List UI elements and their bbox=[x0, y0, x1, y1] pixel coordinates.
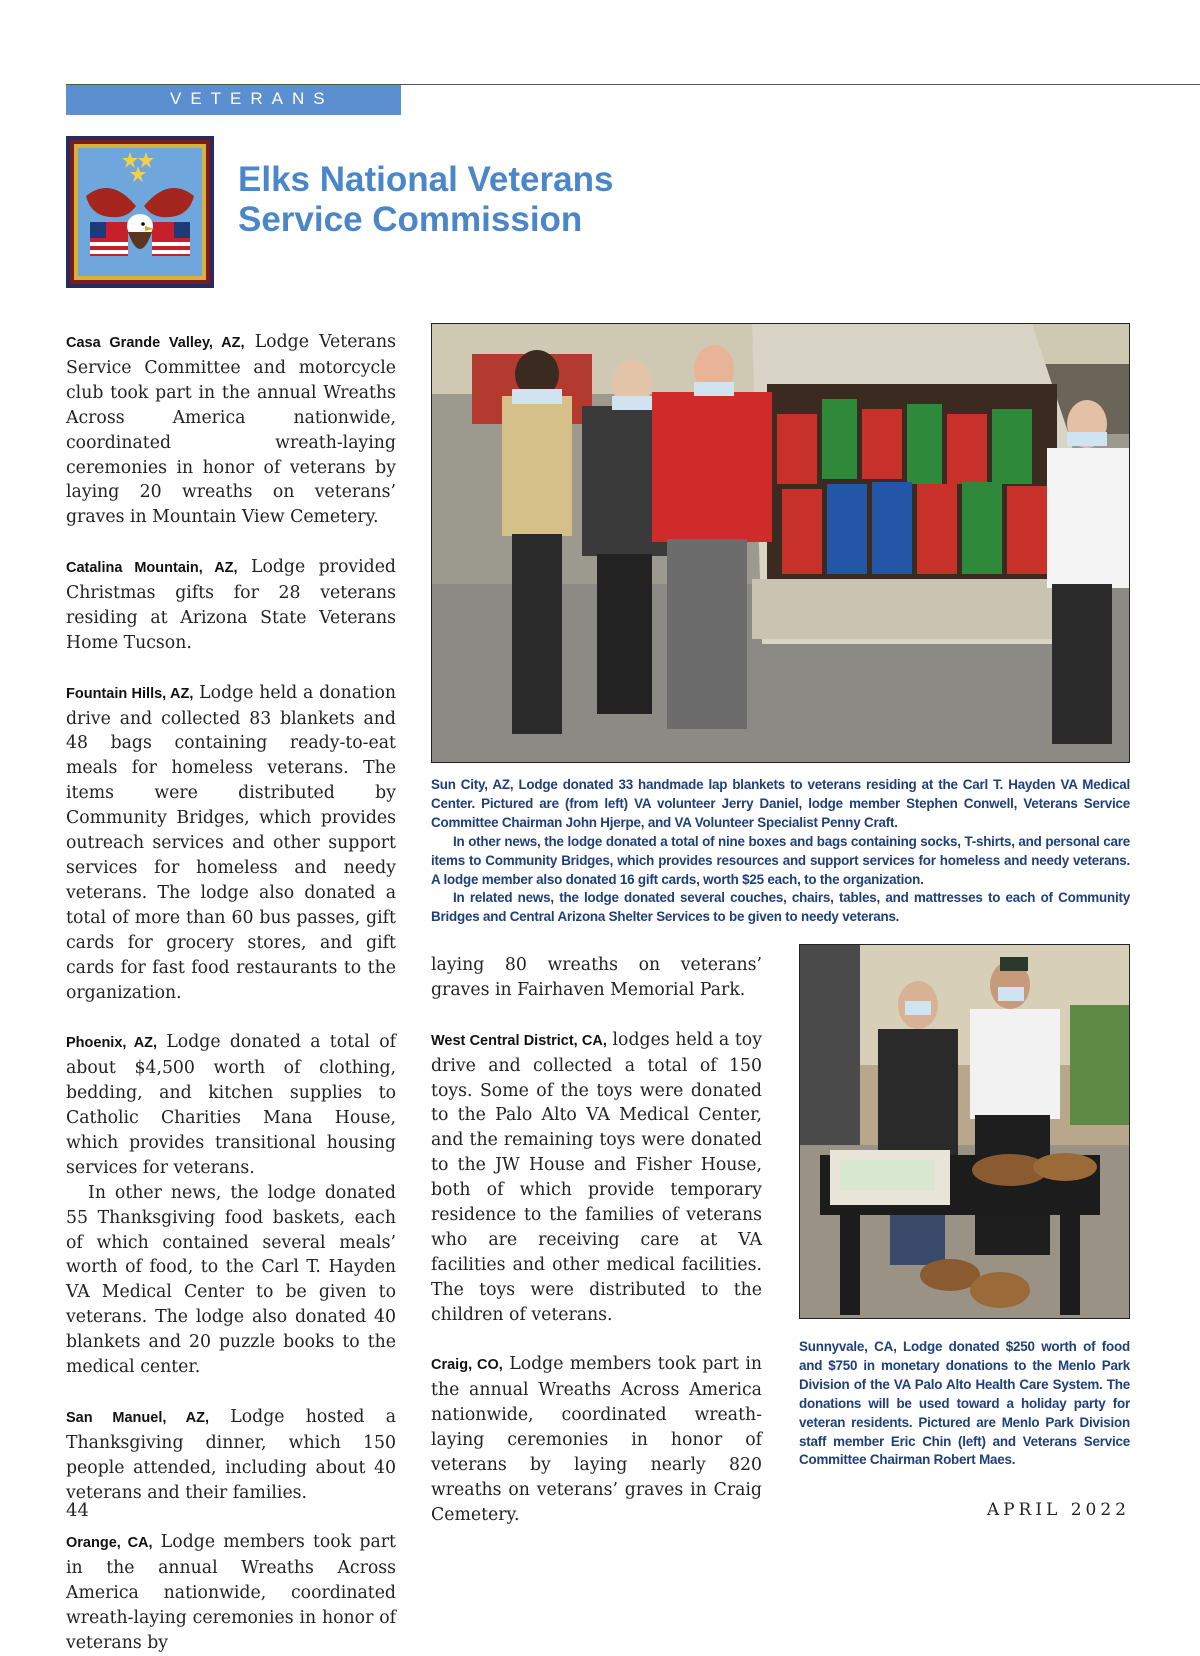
caption-paragraph: Sunnyvale, CA, Lodge donated $250 worth of food and $750 in monetary donations to the Menlo Park Division of the VA Palo Alto Health Care System. The donations will be used toward a holiday party for veteran residents. Pictured are Menlo Park Division staff member Eric Chin (left) and Veterans Service Committee Chairman Robert Maes. bbox=[799, 1339, 1130, 1468]
page-number: 44 bbox=[66, 1500, 89, 1521]
middle-column bbox=[431, 953, 762, 1528]
sunnyvale-photo bbox=[799, 944, 1130, 1319]
news-item: Phoenix, AZ, Lodge donated a total of about $4,500 worth of clothing, bedding, and kitchen supplies to Catholic Charities Mana House, which provides transitional housing services for veterans. bbox=[66, 1032, 397, 1178]
sun-city-photo-illustration bbox=[432, 324, 1130, 763]
veterans-commission-logo bbox=[66, 136, 214, 288]
sun-city-photo bbox=[431, 323, 1130, 763]
news-item: Orange, CA, Lodge members took part in the annual Wreaths Across America nationwide, coordinated wreath-laying ceremonies in honor of veterans by bbox=[66, 1532, 397, 1654]
title-line-1: Elks National Veterans bbox=[238, 160, 614, 199]
sunnyvale-caption bbox=[799, 1338, 1130, 1470]
news-item: Craig, CO, Lodge members took part in the annual Wreaths Across America nationwide, coordinated wreath-laying ceremonies in honor of veterans by laying nearly 820 wreaths on veterans’ graves in Craig Cemetery. bbox=[431, 1354, 762, 1525]
sunnyvale-photo-illustration bbox=[800, 945, 1130, 1319]
section-bar bbox=[66, 85, 401, 115]
news-item: Casa Grande Valley, AZ, Lodge Veterans Service Committee and motorcycle club took part in the annual Wreaths Across America nationwide, coordinated wreath-laying ceremonies in honor of veterans by laying 20 wreaths on veterans’ graves in Mountain View Cemetery. bbox=[66, 332, 396, 528]
caption-paragraph: Sun City, AZ, Lodge donated 33 handmade lap blankets to veterans residing at the Carl T. Hayden VA Medical Center. Pictured are (from left) VA volunteer Jerry Daniel, lodge member Stephen Conwell, Veterans Service Committee Chairman John Hjerpe, and VA Volunteer Specialist Penny Craft. bbox=[431, 777, 1130, 830]
left-column bbox=[66, 330, 396, 1656]
caption-paragraph: In related news, the lodge donated several couches, chairs, tables, and mattresses to each of Community Bridges and Central Arizona Shelter Services to be given to needy veterans. bbox=[431, 890, 1130, 925]
article-title bbox=[238, 160, 613, 240]
news-item-continued: In other news, the lodge donated 55 Thanksgiving food baskets, each of which contained several meals’ worth of food, to the Carl T. Hayden VA Medical Center to be given to veterans. The lodge also donated 40 blankets and 20 puzzle books to the medical center. bbox=[66, 1182, 396, 1378]
issue-date: APRIL 2022 bbox=[986, 1500, 1130, 1520]
section-label: VETERANS bbox=[170, 89, 334, 108]
sun-city-caption bbox=[431, 776, 1130, 927]
news-item-continued: laying 80 wreaths on veterans’ graves in Fairhaven Memorial Park. bbox=[431, 955, 762, 1000]
caption-paragraph: In other news, the lodge donated a total of nine boxes and bags containing socks, T-shirts, and personal care items to Community Bridges, which provides resources and support services for homeless and needy veterans. A lodge member also donated 16 gift cards, worth $25 each, to the organization. bbox=[431, 833, 1130, 887]
title-line-2: Service Commission bbox=[238, 200, 583, 239]
news-item: Fountain Hills, AZ, Lodge held a donation drive and collected 83 blankets and 48 bags containing ready-to-eat meals for homeless veterans. The items were distributed by Community Bridges, which provides outreach services and other support services for homeless and needy veterans. The lodge also donated a total of more than 60 bus passes, gift cards for grocery stores, and gift cards for fast food restaurants to the organization. bbox=[66, 682, 397, 1003]
news-item: West Central District, CA, lodges held a toy drive and collected a total of 150 toys. Some of the toys were donated to the Palo Alto VA Medical Center, and the remaining toys were donated to the JW House and Fisher House, both of which provide temporary residence to the families of veterans who are receiving care at VA facilities and other medical facilities. The toys were distributed to the children of veterans. bbox=[431, 1029, 762, 1325]
news-item: Catalina Mountain, AZ, Lodge provided Christmas gifts for 28 veterans residing at Arizona State Veterans Home Tucson. bbox=[66, 557, 396, 653]
news-item: San Manuel, AZ, Lodge hosted a Thanksgiving dinner, which 150 people attended, including about 40 veterans and their families. bbox=[66, 1406, 397, 1503]
